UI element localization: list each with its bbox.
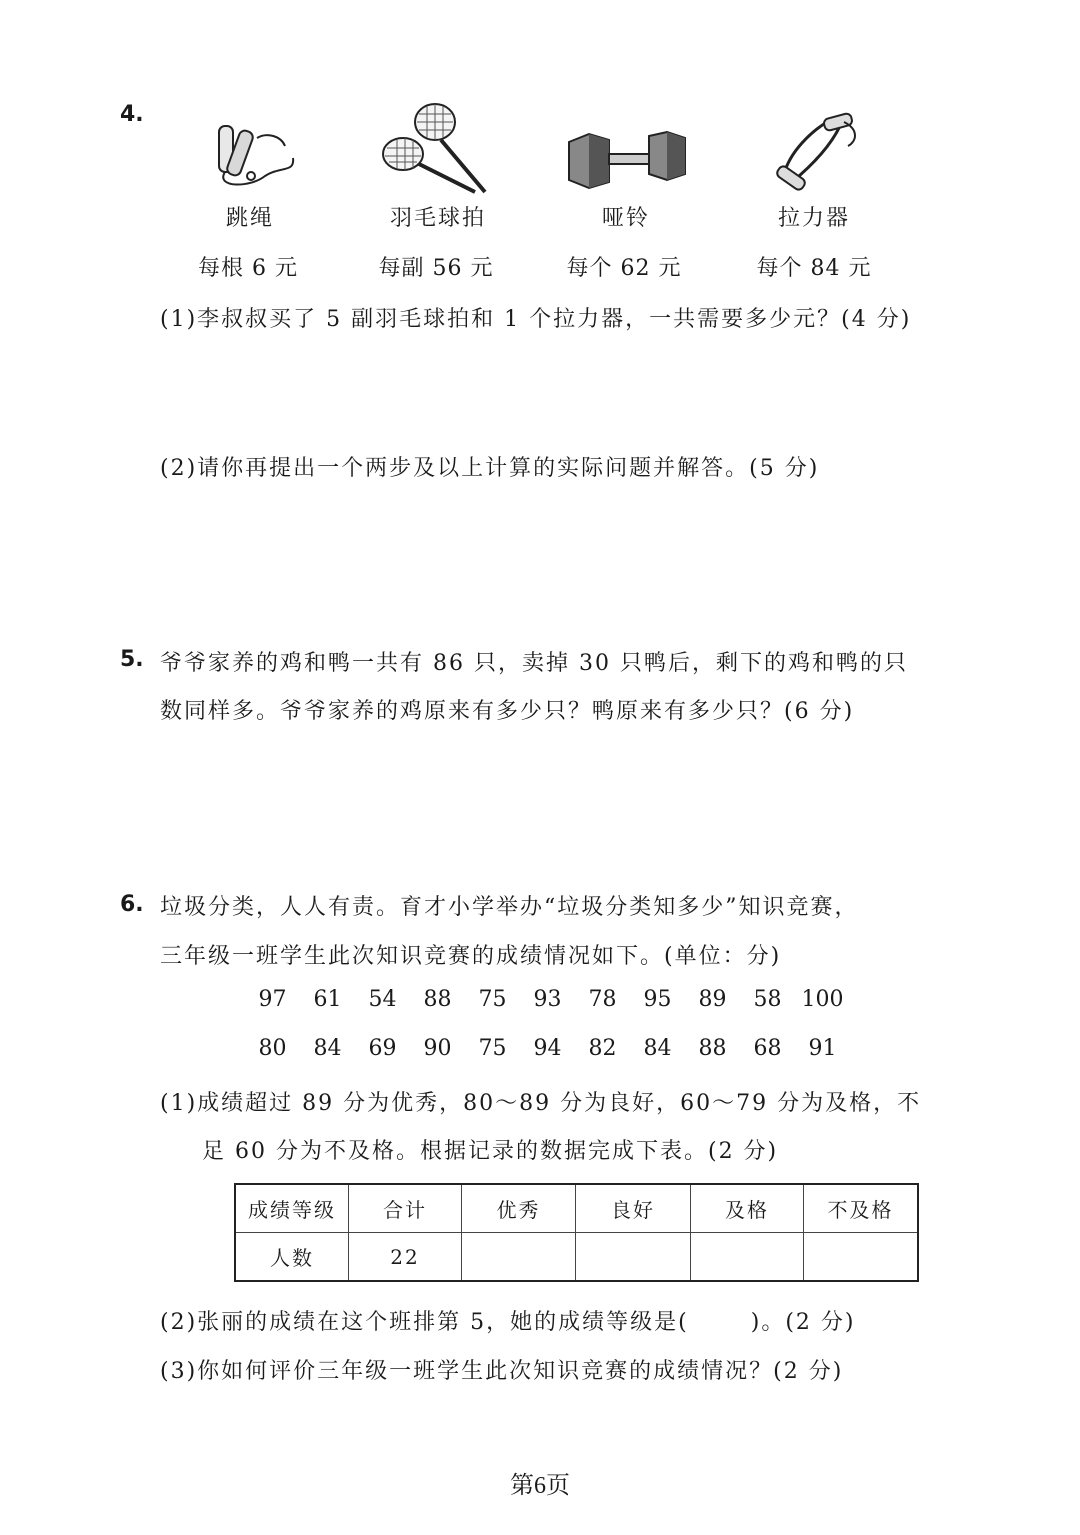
score: 89 — [698, 987, 727, 1012]
question-5-line-2: 数同样多。爷爷家养的鸡原来有多少只？鸭原来有多少只？(6 分) — [160, 699, 855, 724]
table-cell: 22 — [349, 1233, 462, 1282]
jump-rope-icon — [205, 118, 300, 190]
table-header-cell: 不及格 — [804, 1184, 919, 1233]
item-price-badminton-racket: 每副 56 元 — [378, 256, 494, 281]
score: 58 — [753, 987, 782, 1012]
score: 100 — [801, 987, 844, 1012]
table-cell-answer[interactable] — [462, 1233, 576, 1282]
scores-row-1 — [245, 987, 850, 1012]
score: 84 — [313, 1036, 342, 1061]
item-name-badminton-racket: 羽毛球拍 — [389, 206, 486, 231]
score: 68 — [753, 1036, 782, 1061]
question-6-part-3: (3)你如何评价三年级一班学生此次知识竞赛的成绩情况？(2 分) — [160, 1359, 844, 1384]
grade-table — [234, 1183, 919, 1282]
question-6-part-1-line-2: 足 60 分为不及格。根据记录的数据完成下表。(2 分) — [202, 1139, 779, 1164]
score: 94 — [533, 1036, 562, 1061]
question-6-line-2: 三年级一班学生此次知识竞赛的成绩情况如下。(单位：分) — [160, 944, 782, 969]
table-cell: 人数 — [235, 1233, 349, 1282]
scores-row-2 — [245, 1036, 850, 1061]
question-5-number: 5. — [120, 647, 144, 672]
question-6-number: 6. — [120, 892, 144, 917]
score: 93 — [533, 987, 562, 1012]
score: 88 — [698, 1036, 727, 1061]
question-4-part-2: (2)请你再提出一个两步及以上计算的实际问题并解答。(5 分) — [160, 456, 820, 481]
question-4-part-1: (1)李叔叔买了 5 副羽毛球拍和 1 个拉力器，一共需要多少元？(4 分) — [160, 307, 912, 332]
page-number: 第6页 — [510, 1473, 570, 1499]
dumbbell-icon — [565, 130, 690, 192]
question-5-line-1: 爷爷家养的鸡和鸭一共有 86 只，卖掉 30 只鸭后，剩下的鸡和鸭的只 — [160, 651, 908, 676]
table-cell-answer[interactable] — [691, 1233, 804, 1282]
question-4-number: 4. — [120, 102, 144, 127]
question-6-part-1-line-1: (1)成绩超过 89 分为优秀，80～89 分为良好，60～79 分为及格，不 — [160, 1091, 922, 1116]
score: 95 — [643, 987, 672, 1012]
item-name-dumbbell: 哑铃 — [601, 206, 650, 231]
score: 90 — [423, 1036, 452, 1061]
table-header-cell: 合计 — [349, 1184, 462, 1233]
score: 78 — [588, 987, 617, 1012]
table-header-cell: 优秀 — [462, 1184, 576, 1233]
item-price-dumbbell: 每个 62 元 — [566, 256, 682, 281]
question-6-part-2-suffix: )。(2 分) — [750, 1310, 856, 1335]
score: 82 — [588, 1036, 617, 1061]
item-price-jump-rope: 每根 6 元 — [198, 256, 298, 281]
score: 75 — [478, 1036, 507, 1061]
table-cell-answer[interactable] — [576, 1233, 691, 1282]
table-header-cell: 及格 — [691, 1184, 804, 1233]
table-header-row — [235, 1184, 918, 1233]
table-row — [235, 1233, 918, 1282]
item-name-chest-expander: 拉力器 — [777, 206, 850, 231]
chest-expander-icon — [770, 112, 865, 194]
score: 88 — [423, 987, 452, 1012]
score: 75 — [478, 987, 507, 1012]
question-6-part-2 — [160, 1305, 856, 1336]
item-name-jump-rope: 跳绳 — [225, 206, 274, 231]
badminton-racket-icon — [375, 100, 495, 200]
score: 69 — [368, 1036, 397, 1061]
score: 91 — [808, 1036, 837, 1061]
question-6-line-1: 垃圾分类，人人有责。育才小学举办“垃圾分类知多少”知识竞赛， — [160, 895, 859, 920]
score: 97 — [258, 987, 287, 1012]
score: 80 — [258, 1036, 287, 1061]
score: 61 — [313, 987, 342, 1012]
table-header-cell: 良好 — [576, 1184, 691, 1233]
table-cell-answer[interactable] — [804, 1233, 919, 1282]
question-6-part-2-text: (2)张丽的成绩在这个班排第 5，她的成绩等级是( — [160, 1310, 689, 1335]
score: 84 — [643, 1036, 672, 1061]
score: 54 — [368, 987, 397, 1012]
item-price-chest-expander: 每个 84 元 — [756, 256, 872, 281]
table-header-cell: 成绩等级 — [235, 1184, 349, 1233]
